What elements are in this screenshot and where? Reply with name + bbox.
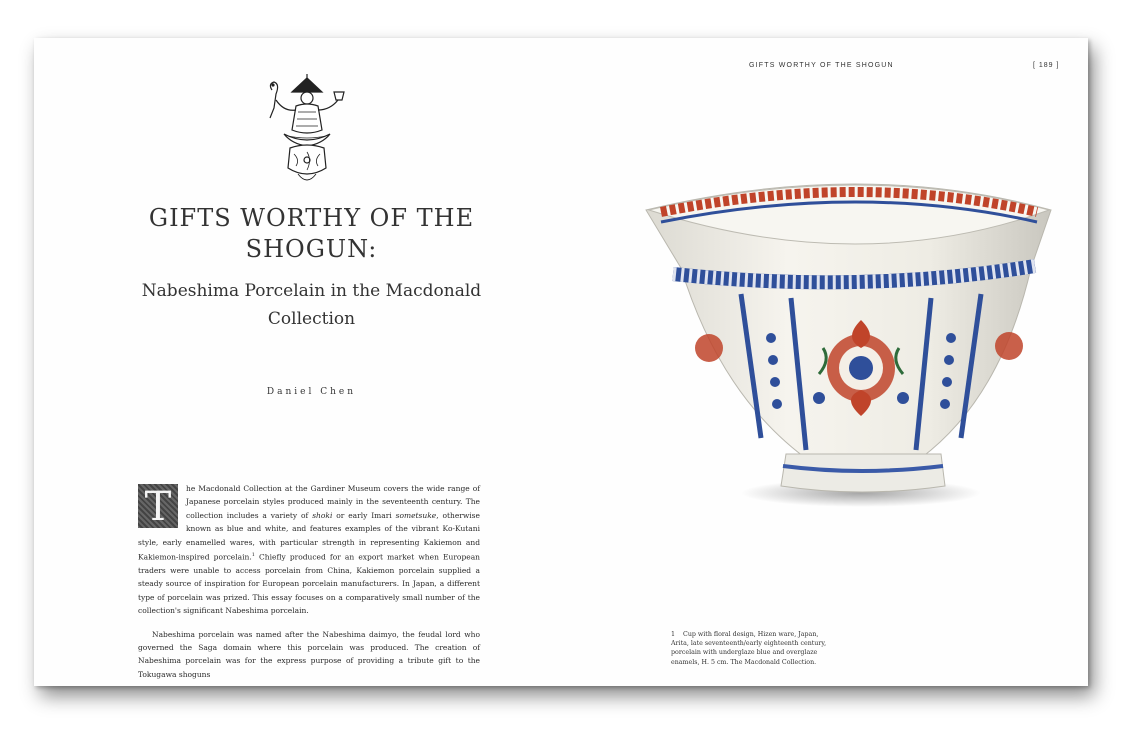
caption-number: 1	[671, 631, 676, 638]
footnote-marker: 1	[251, 552, 255, 559]
left-page	[34, 38, 561, 686]
page-number: [ 189 ]	[1033, 62, 1060, 69]
running-head: GIFTS WORTHY OF THE SHOGUN	[749, 62, 894, 69]
book-spread	[34, 38, 1088, 686]
drop-cap: T	[138, 484, 178, 528]
right-page	[561, 38, 1088, 686]
author-name: Daniel Chen	[266, 387, 357, 397]
caption-text: Cup with floral design, Hizen ware, Japan, Arita, late seventeenth/early eighteenth century, porcelain with underglaze blue and overglaze enamels, H. 5 cm. The Macdonald Collection.	[671, 631, 827, 666]
essay-title: GIFTS WORTHY OF THE SHOGUN:	[148, 204, 475, 263]
paragraph-2: Nabeshima porcelain was named after the Nabeshima daimyo, the feudal lord who governed the Saga domain where this porcelain was produced. The creation of Nabeshima porcelain was for the express purpose of providing a tribute gift to the Tokugawa shoguns	[138, 629, 480, 679]
body-text	[138, 482, 480, 681]
paragraph-1: T he Macdonald Collection at the Gardiner Museum covers the wide range of Japanese porcelain styles produced mainly in the seventeenth century. The collection includes a variety of shoki or early Imari sometsuke, otherwise known as blue and white, and features examples of the vibrant Ko-Kutani style, early enamelled wares, with particular strength in representing Kakiemon and Kakiemon-inspired porcelain.$^1$ Chiefly produced for an export market when European traders were unable to access porcelain from China, Kakiemon porcelain supplied a steady source of inspiration for European porcelain manufacturers. In Japan, a different type of porcelain was prized. This essay focuses on a comparatively small number of the collection's significant Nabeshima porcelain.	[138, 484, 480, 616]
seated-figure-emblem	[252, 64, 362, 189]
figure-caption	[671, 630, 831, 667]
porcelain-cup-image	[561, 98, 1088, 558]
essay-subtitle: Nabeshima Porcelain in the Macdonald Collection	[141, 281, 482, 329]
